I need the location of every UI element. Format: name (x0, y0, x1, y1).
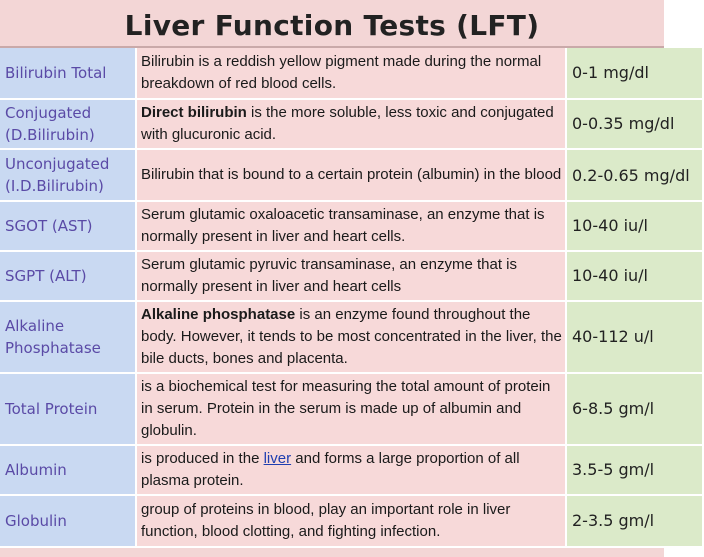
test-description (137, 100, 567, 150)
bottom-band (0, 548, 664, 557)
liver-link[interactable]: liver (263, 450, 292, 467)
table-row (0, 202, 704, 252)
description-text: is an enzyme found throughout the body. However, it tends to be most concentrated in the liver, the bile ducts, bones and placenta. (141, 306, 562, 367)
description-text: group of proteins in blood, play an important role in liver function, blood clotting, and fighting infection. (141, 501, 511, 540)
table-row (0, 374, 704, 446)
description-text: and forms a large proportion of all plasma protein. (141, 450, 520, 489)
normal-range: 10-40 iu/l (567, 252, 704, 302)
test-description (137, 48, 567, 100)
test-name: Conjugated (D.Bilirubin) (0, 100, 137, 150)
description-text: Serum glutamic oxaloacetic transaminase, an enzyme that is normally present in liver and heart cells. (141, 206, 545, 245)
lft-table (0, 48, 704, 548)
description-text: Serum glutamic pyruvic transaminase, an enzyme that is normally present in liver and heart cells (141, 256, 517, 295)
normal-range: 0.2-0.65 mg/dl (567, 150, 704, 202)
normal-range: 0-1 mg/dl (567, 48, 704, 100)
test-description (137, 252, 567, 302)
description-text: is produced in the (141, 450, 264, 467)
normal-range: 3.5-5 gm/l (567, 446, 704, 496)
test-description (137, 150, 567, 202)
page-title: Liver Function Tests (LFT) (0, 0, 664, 48)
description-bold: Direct bilirubin (141, 104, 247, 121)
normal-range: 10-40 iu/l (567, 202, 704, 252)
table-row (0, 48, 704, 100)
test-description (137, 374, 567, 446)
table-row (0, 446, 704, 496)
test-name: Albumin (0, 446, 137, 496)
test-name: Unconjugated (I.D.Bilirubin) (0, 150, 137, 202)
test-name: SGPT (ALT) (0, 252, 137, 302)
table-row (0, 496, 704, 548)
table-row (0, 100, 704, 150)
normal-range: 2-3.5 gm/l (567, 496, 704, 548)
test-description (137, 496, 567, 548)
test-name: Alkaline Phosphatase (0, 302, 137, 374)
test-description (137, 302, 567, 374)
description-text: is a biochemical test for measuring the total amount of protein in serum. Protein in the serum is made up of albumin and globulin. (141, 378, 551, 439)
test-name: Bilirubin Total (0, 48, 137, 100)
table-row (0, 302, 704, 374)
normal-range: 40-112 u/l (567, 302, 704, 374)
test-name: Total Protein (0, 374, 137, 446)
normal-range: 6-8.5 gm/l (567, 374, 704, 446)
description-bold: Alkaline phosphatase (141, 306, 296, 323)
test-name: Globulin (0, 496, 137, 548)
test-description (137, 202, 567, 252)
test-description (137, 446, 567, 496)
normal-range: 0-0.35 mg/dl (567, 100, 704, 150)
table-row (0, 150, 704, 202)
table-row (0, 252, 704, 302)
test-name: SGOT (AST) (0, 202, 137, 252)
description-text: is the more soluble, less toxic and conjugated with glucuronic acid. (141, 104, 554, 143)
description-text: Bilirubin that is bound to a certain protein (albumin) in the blood (141, 166, 562, 183)
description-text: Bilirubin is a reddish yellow pigment made during the normal breakdown of red blood cells. (141, 53, 542, 92)
